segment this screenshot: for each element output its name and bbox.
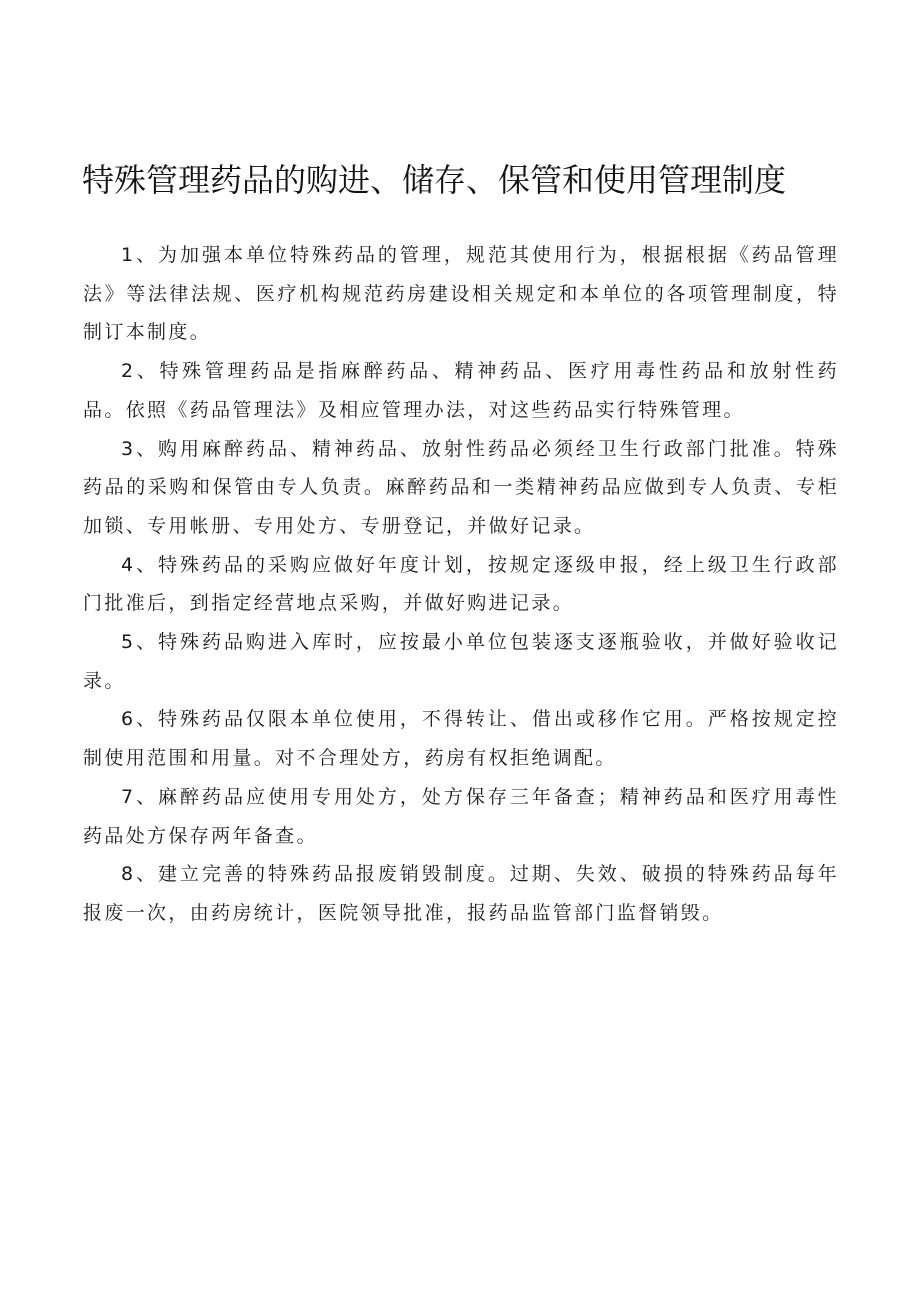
rule-paragraph-8: 8、建立完善的特殊药品报废销毁制度。过期、失效、破损的特殊药品每年报废一次，由药房统计，医院领导批准，报药品监管部门监督销毁。 xyxy=(83,863,839,924)
rule-paragraph-6: 6、特殊药品仅限本单位使用，不得转让、借出或移作它用。严格按规定控制使用范围和用量。对不合理处方，药房有权拒绝调配。 xyxy=(83,708,839,770)
rule-paragraph-4: 4、特殊药品的采购应做好年度计划，按规定逐级申报，经上级卫生行政部门批准后，到指定经营地点采购，并做好购进记录。 xyxy=(83,553,839,615)
rule-paragraph-2: 2、特殊管理药品是指麻醉药品、精神药品、医疗用毒性药品和放射性药品。依照《药品管理法》及相应管理办法，对这些药品实行特殊管理。 xyxy=(83,360,839,421)
document-body xyxy=(83,236,839,933)
rule-paragraph-1: 1、为加强本单位特殊药品的管理，规范其使用行为，根据根据《药品管理法》等法律法规、医疗机构规范药房建设相关规定和本单位的各项管理制度，特制订本制度。 xyxy=(83,244,839,344)
rule-paragraph-3: 3、购用麻醉药品、精神药品、放射性药品必须经卫生行政部门批准。特殊药品的采购和保管由专人负责。麻醉药品和一类精神药品应做到专人负责、专柜加锁、专用帐册、专用处方、专册登记，并做好记录。 xyxy=(83,437,839,537)
document-title: 特殊管理药品的购进、储存、保管和使用管理制度 xyxy=(82,161,787,199)
rule-paragraph-5: 5、特殊药品购进入库时，应按最小单位包装逐支逐瓶验收，并做好验收记录。 xyxy=(83,631,839,692)
rule-paragraph-7: 7、麻醉药品应使用专用处方，处方保存三年备查；精神药品和医疗用毒性药品处方保存两年备查。 xyxy=(83,785,839,847)
